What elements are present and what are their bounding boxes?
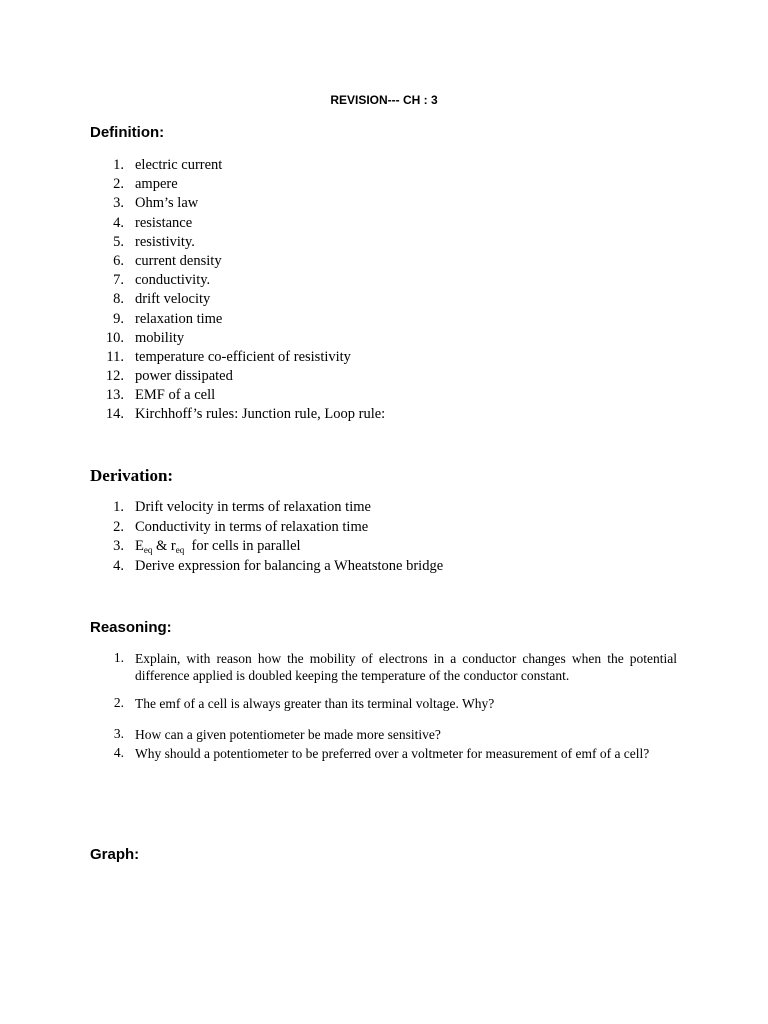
definition-list xyxy=(0,156,385,425)
list-item: 2. ampere xyxy=(113,176,178,193)
list-item: 4. Derive expression for balancing a Wheatstone bridge xyxy=(113,557,444,574)
derivation-heading: Derivation: xyxy=(90,466,174,485)
list-item: 4. resistance xyxy=(113,214,193,231)
list-item: 1. Drift velocity in terms of relaxation time xyxy=(113,499,371,515)
list-item: 5. resistivity. xyxy=(113,233,195,250)
list-item: 6. current density xyxy=(113,252,222,269)
list-item: 7. conductivity. xyxy=(113,272,211,289)
list-item: 10. mobility xyxy=(105,329,185,346)
eq-formula: $E_{eq}$ & $r_{eq}$ for cells in parallel xyxy=(135,538,301,555)
list-item: 9. relaxation time xyxy=(113,310,223,327)
list-item: 1. electric current xyxy=(113,157,223,173)
list-item: 3. $E_{eq}$ & $r_{eq}$ for cells in parallel xyxy=(113,538,301,555)
graph-heading: Graph: xyxy=(90,846,140,863)
list-item: 2. Conductivity in terms of relaxation time xyxy=(113,518,369,535)
page-title: REVISION--- CH : 3 xyxy=(330,93,438,107)
definition-heading: Definition: xyxy=(90,124,165,141)
list-item: 13. EMF of a cell xyxy=(105,387,216,404)
list-item: 12. power dissipated xyxy=(105,368,233,385)
list-item: 8. drift velocity xyxy=(113,291,211,308)
derivation-list xyxy=(0,498,443,576)
list-item: 14. Kirchhoff’s rules: Junction rule, Loop rule: xyxy=(105,406,386,423)
list-item: 3. Ohm’s law xyxy=(113,195,199,212)
list-item: 11. temperature co-efficient of resistivity xyxy=(106,348,351,365)
reasoning-heading: Reasoning: xyxy=(90,619,172,636)
